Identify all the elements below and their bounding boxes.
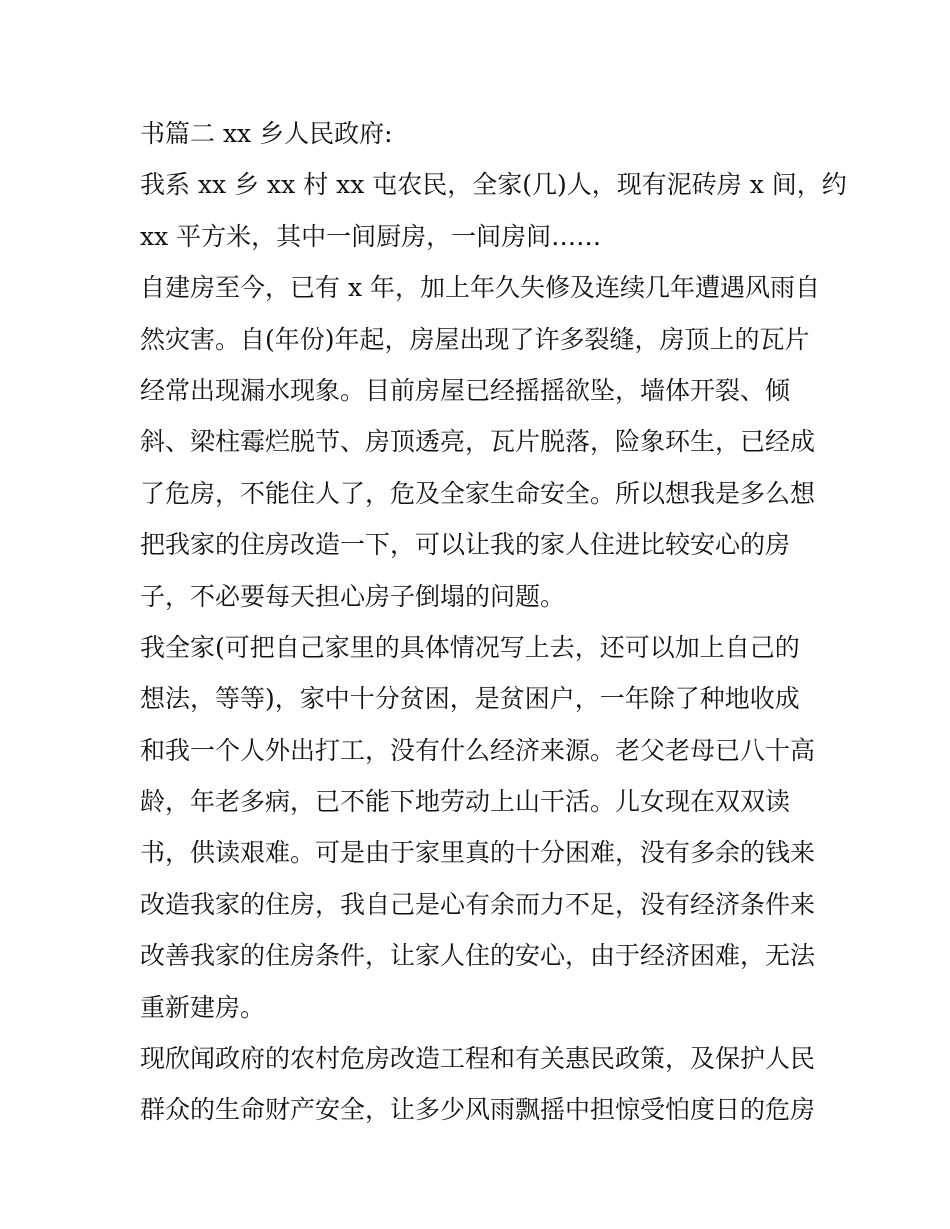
- text-line: 改善我家的住房条件，让家人住的安心，由于经济困难，无法: [140, 941, 816, 971]
- text-line: 现欣闻政府的农村危房改造工程和有关惠民政策，及保护人民: [140, 1044, 816, 1074]
- text-line: 我全家(可把自己家里的具体情况写上去，还可以加上自己的: [140, 632, 800, 662]
- text-line: 和我一个人外出打工，没有什么经济来源。老父老母已八十高: [140, 735, 816, 765]
- text-line: 然灾害。自(年份)年起，房屋出现了许多裂缝，房顶上的瓦片: [140, 324, 810, 354]
- text-line: 重新建房。: [140, 992, 266, 1022]
- text-line: 子，不必要每天担心房子倒塌的问题。: [140, 581, 566, 611]
- text-line: 龄，年老多病，已不能下地劳动上山干活。儿女现在双双读: [140, 787, 791, 817]
- text-line: 自建房至今，已有 x 年，加上年久失修及连续几年遭遇风雨自: [140, 273, 820, 303]
- text-line: 我系 xx 乡 xx 村 xx 屯农民，全家(几)人，现有泥砖房 x 间，约: [140, 170, 847, 200]
- text-line: 了危房，不能住人了，危及全家生命安全。所以想我是多么想: [140, 478, 816, 508]
- text-line: 书篇二 xx 乡人民政府:: [140, 119, 393, 148]
- letter-body: [140, 108, 847, 1136]
- text-line: 改造我家的住房，我自己是心有余而力不足，没有经济条件来: [140, 889, 816, 919]
- text-line: 把我家的住房改造一下，可以让我的家人住进比较安心的房: [140, 530, 791, 560]
- text-line: 斜、梁柱霉烂脱节、房顶透亮，瓦片脱落，险象环生，已经成: [140, 427, 816, 457]
- text-line: 想法，等等)，家中十分贫困，是贫困户，一年除了种地收成: [140, 684, 800, 714]
- text-line: xx 平方米，其中一间厨房，一间房间……: [140, 221, 602, 251]
- text-line: 群众的生命财产安全，让多少风雨飘摇中担惊受怕度日的危房: [140, 1095, 816, 1125]
- text-line: 经常出现漏水现象。目前房屋已经摇摇欲坠，墙体开裂、倾: [140, 375, 791, 405]
- text-line: 书，供读艰难。可是由于家里真的十分困难，没有多余的钱来: [140, 838, 816, 868]
